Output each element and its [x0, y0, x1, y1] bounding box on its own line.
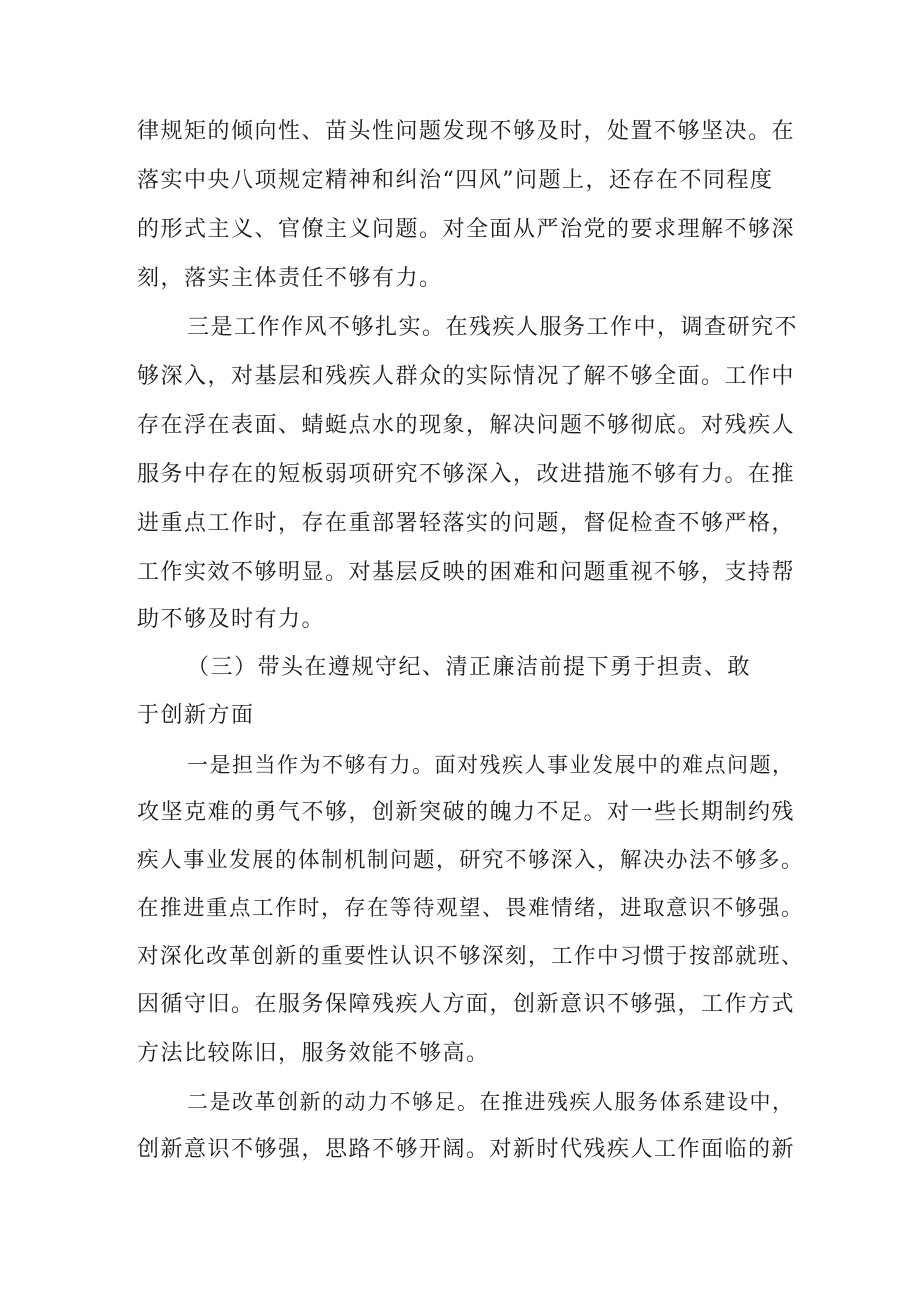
paragraph-line: 服务中存在的短板弱项研究不够深入，改进措施不够有力。在推 [137, 462, 796, 487]
paragraph-line: 一是担当作为不够有力。面对残疾人事业发展中的难点问题， [187, 753, 795, 777]
paragraph-line: 因循守旧。在服务保障残疾人方面，创新意识不够强，工作方式 [137, 992, 796, 1017]
paragraph-line: 律规矩的倾向性、苗头性问题发现不够及时，处置不够坚决。在 [137, 119, 796, 144]
section-heading-line: （三）带头在遵规守纪、清正廉洁前提下勇于担责、敢 [187, 655, 752, 680]
section-heading-line: 于创新方面 [137, 703, 255, 728]
paragraph-line: 疾人事业发展的体制机制问题，研究不够深入，解决办法不够多。 [137, 848, 805, 873]
paragraph-line: 方法比较陈旧，服务效能不够高。 [137, 1041, 490, 1066]
paragraph-line: 的形式主义、官僚主义问题。对全面从严治党的要求理解不够深 [137, 217, 796, 242]
paragraph-line: 进重点工作时，存在重部署轻落实的问题，督促检查不够严格， [137, 511, 796, 536]
paragraph-line: 存在浮在表面、蜻蜓点水的现象，解决问题不够彻底。对残疾人 [137, 413, 796, 438]
paragraph-line: 助不够及时有力。 [137, 607, 326, 632]
paragraph-line: 对深化改革创新的重要性认识不够深刻，工作中习惯于按部就班、 [137, 944, 805, 969]
paragraph-line: 工作实效不够明显。对基层反映的困难和问题重视不够，支持帮 [137, 560, 796, 585]
paragraph-line: 二是改革创新的动力不够足。在推进残疾人服务体系建设中， [187, 1090, 795, 1114]
paragraph-line: 够深入，对基层和残疾人群众的实际情况了解不够全面。工作中 [137, 364, 796, 389]
paragraph-line: 在推进重点工作时，存在等待观望、畏难情绪，进取意识不够强。 [137, 896, 805, 921]
paragraph-line: 三是工作作风不够扎实。在残疾人服务工作中，调查研究不 [187, 315, 799, 340]
paragraph-line: 落实中央八项规定精神和纠治“四风”问题上，还存在不同程度 [137, 168, 774, 193]
paragraph-line: 攻坚克难的勇气不够，创新突破的魄力不足。对一些长期制约残 [137, 800, 796, 825]
paragraph-line: 刻，落实主体责任不够有力。 [137, 266, 443, 291]
paragraph-line: 创新意识不够强，思路不够开阔。对新时代残疾人工作面临的新 [137, 1137, 796, 1162]
